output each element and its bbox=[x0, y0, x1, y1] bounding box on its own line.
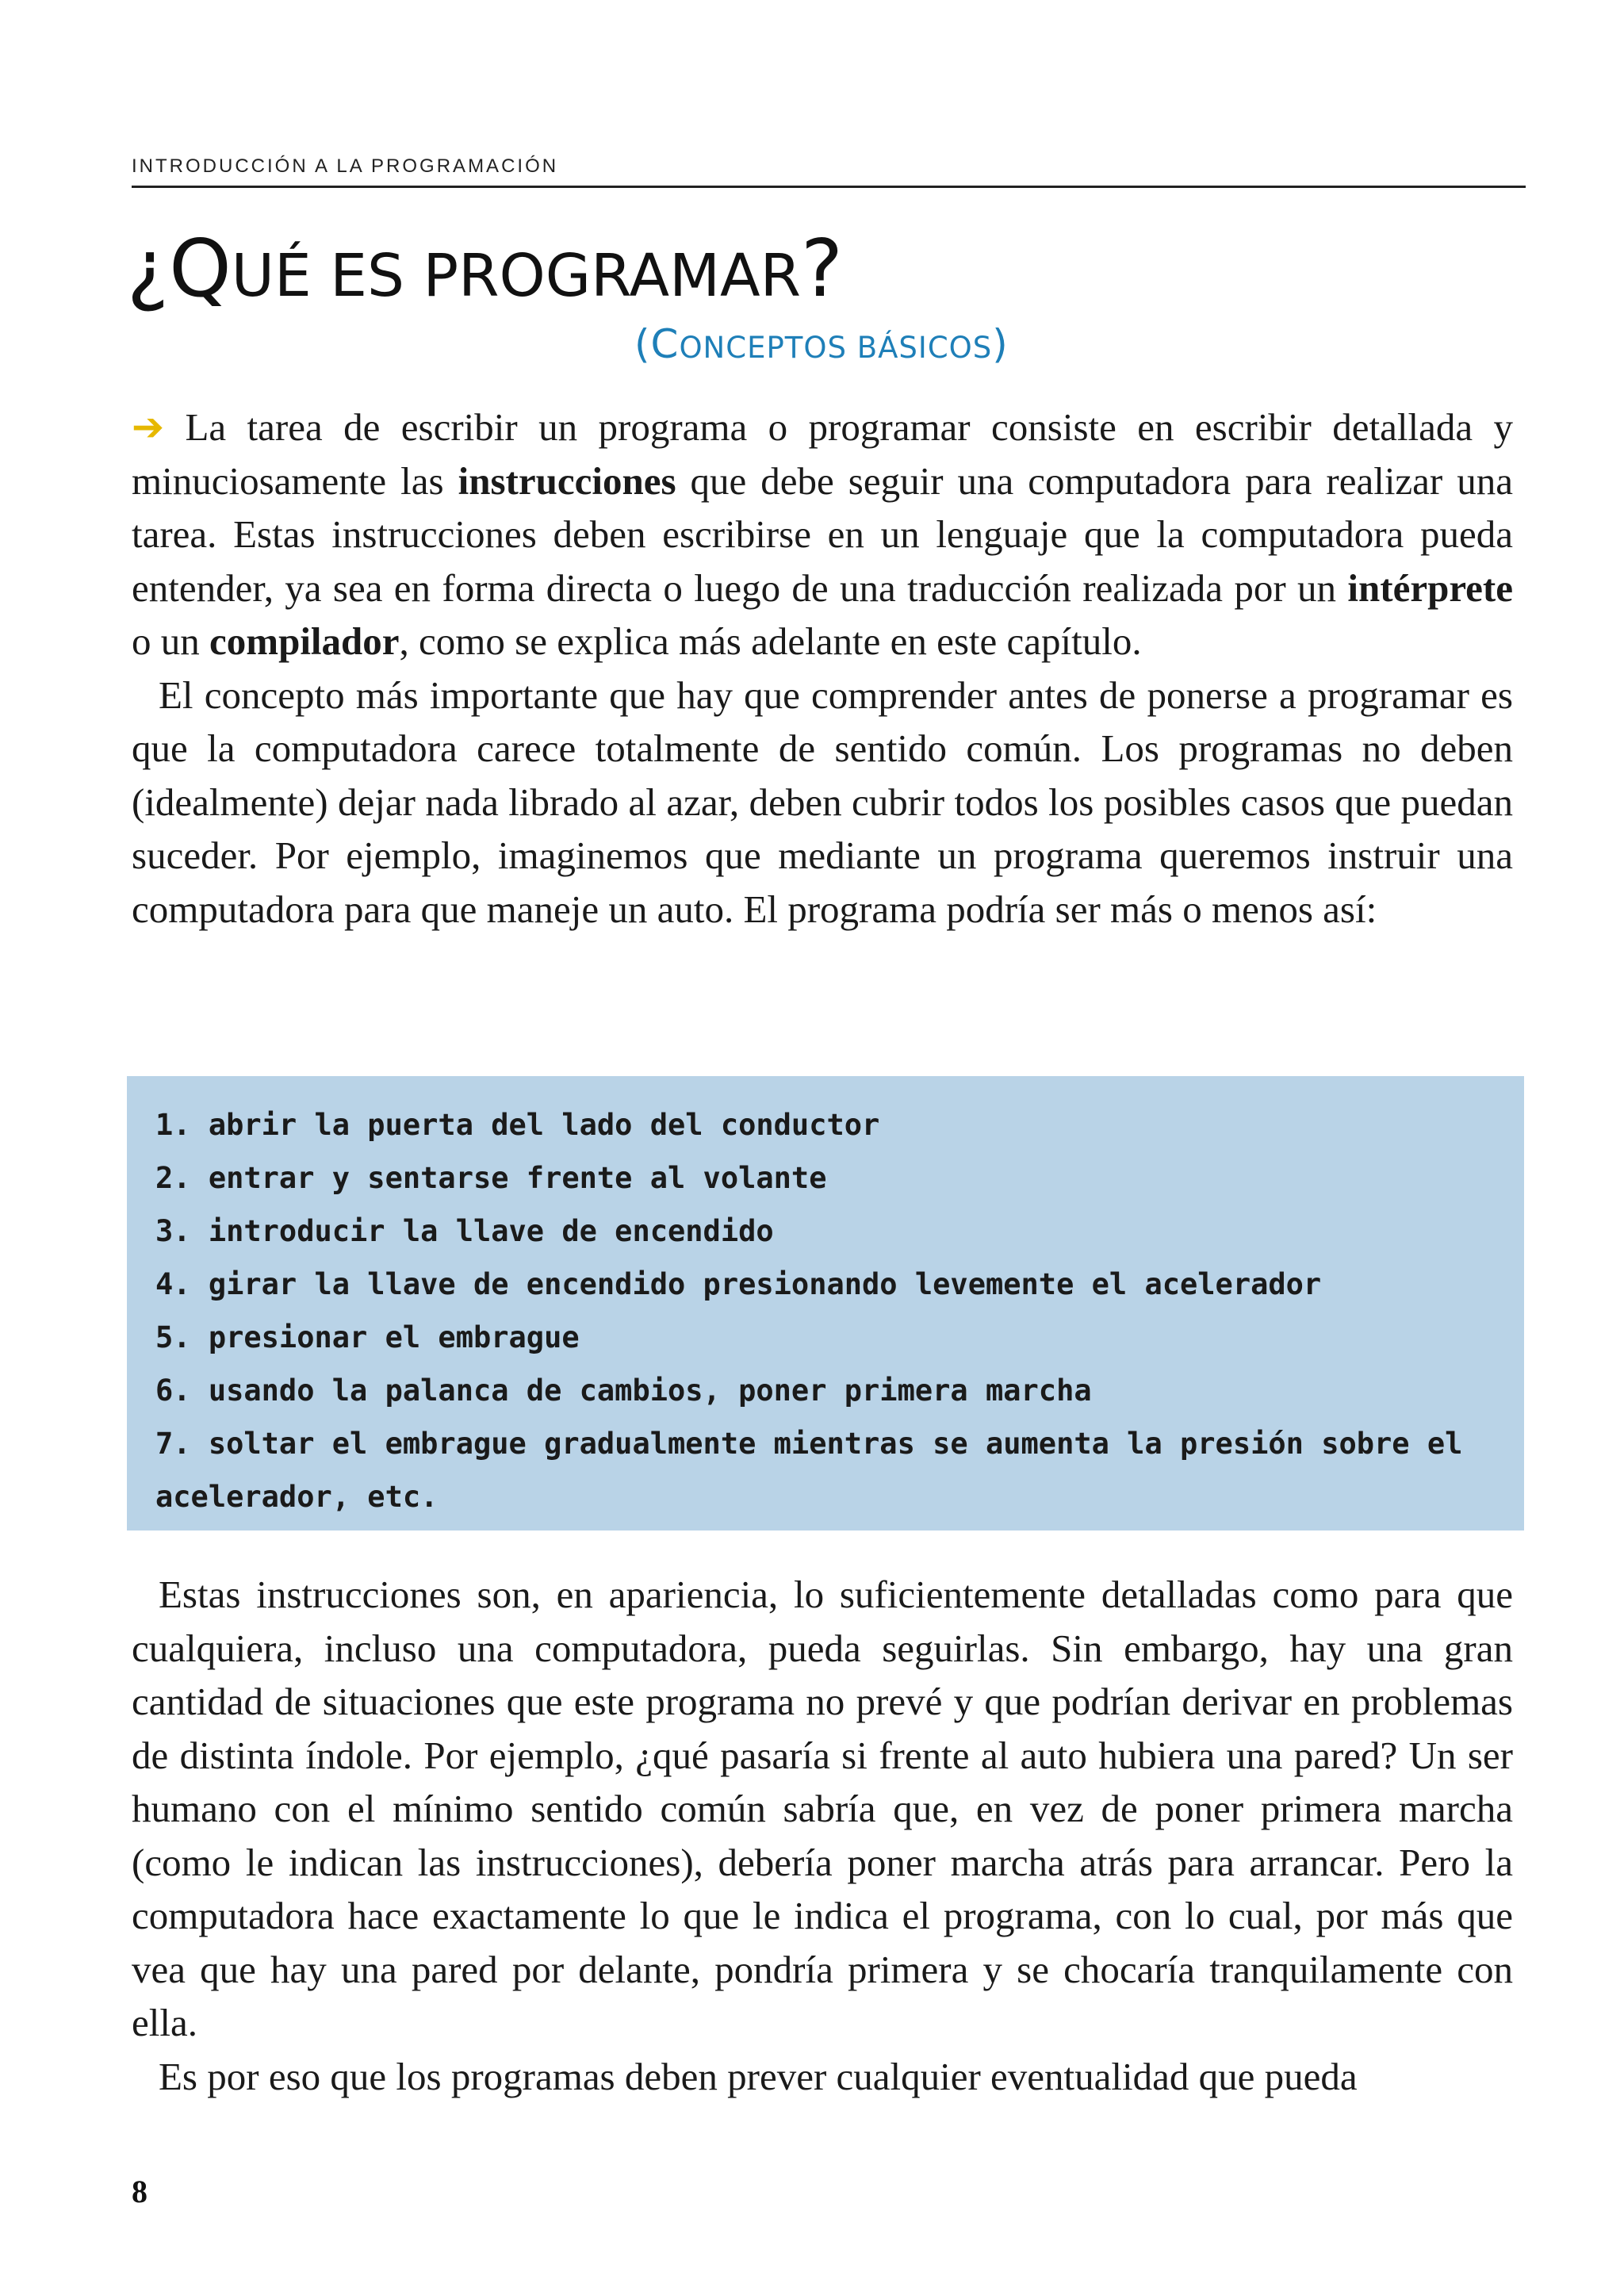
code-step: 5. presionar el embrague bbox=[155, 1320, 580, 1354]
paragraph-1-part-4: , como se explica más adelante en este capítulo. bbox=[399, 619, 1142, 663]
subtitle-open-paren: ( bbox=[634, 321, 651, 367]
title-first-letter: Q bbox=[169, 222, 232, 315]
paragraph-1-part-3: o un bbox=[132, 619, 209, 663]
paragraph-1 bbox=[132, 400, 1513, 669]
code-step: 4. girar la llave de encendido presionando levemente el acelerador bbox=[155, 1267, 1322, 1301]
code-example-box bbox=[127, 1076, 1524, 1531]
running-header bbox=[132, 155, 1526, 188]
subtitle-close-paren: ) bbox=[992, 321, 1009, 367]
code-step: 1. abrir la puerta del lado del conductor bbox=[155, 1108, 880, 1142]
paragraph-2: El concepto más importante que hay que comprender antes de ponerse a programar es que la computadora carece totalmente de sentido común. Los programas no deben (idealmente) dejar nada librado al azar, deben cubrir todos los posibles casos que puedan suceder. Por ejemplo, imaginemos que mediante un programa queremos instruir una computadora para que maneje un auto. El programa podría ser más o menos así: bbox=[132, 672, 1513, 931]
code-step: 6. usando la palanca de cambios, poner primera marcha bbox=[155, 1373, 1092, 1408]
page-title bbox=[127, 222, 844, 320]
paragraph-1-part-1: La tarea de escribir un programa o programar consiste en escribir detallada y minuciosamente las bbox=[132, 405, 1514, 503]
subtitle-rest: ONCEPTOS BÁSICOS bbox=[679, 331, 993, 365]
page-number: 8 bbox=[132, 2174, 147, 2209]
title-rest: UÉ ES PROGRAMAR bbox=[231, 242, 802, 310]
intro-text bbox=[132, 400, 1513, 936]
arrow-icon: ➔ bbox=[132, 404, 165, 450]
paragraph-3: Estas instrucciones son, en apariencia, lo suficientemente detalladas como para que cualquiera, incluso una computadora, pueda seguirlas. Sin embargo, hay una gran cantidad de situaciones que este programa no prevé y que podrían derivar en problemas de distinta índole. Por ejemplo, ¿qué pasaría si frente al auto hubiera una pared? Un ser humano con el mínimo sentido común sabría que, en vez de poner primera marcha (como le indican las instrucciones), debería poner marcha atrás para arrancar. Pero la computadora hace exactamente lo que le indica el programa, con lo cual, por más que vea que hay una pared por delante, pondría primera y se chocaría tranquilamente con ella. bbox=[132, 1573, 1513, 2044]
continuation-text bbox=[132, 1568, 1513, 2103]
paragraph-1-part-2: que debe seguir una computadora para realizar una tarea. Estas instrucciones deben escribirse en un lenguaje que la computadora pueda entender, ya sea en forma directa o luego de una traducción realizada por un bbox=[132, 458, 1513, 610]
page-subtitle bbox=[634, 320, 1009, 372]
paragraph-4: Es por eso que los programas deben prever cualquier eventualidad que pueda bbox=[159, 2054, 1358, 2098]
term-compilador: compilador bbox=[209, 619, 400, 663]
code-step: 7. soltar el embrague gradualmente mientras se aumenta la presión sobre el acelerador, etc. bbox=[155, 1427, 1463, 1514]
code-step: 2. entrar y sentarse frente al volante bbox=[155, 1161, 827, 1195]
title-close-mark: ? bbox=[801, 222, 844, 315]
code-steps-list bbox=[127, 1076, 1524, 1523]
subtitle-first-letter: C bbox=[650, 321, 680, 367]
term-interprete: intérprete bbox=[1347, 565, 1513, 610]
title-open-mark: ¿ bbox=[127, 222, 170, 315]
code-step: 3. introducir la llave de encendido bbox=[155, 1214, 774, 1248]
running-title: INTRODUCCIÓN A LA PROGRAMACIÓN bbox=[132, 155, 559, 177]
term-instrucciones: instrucciones bbox=[458, 458, 676, 503]
